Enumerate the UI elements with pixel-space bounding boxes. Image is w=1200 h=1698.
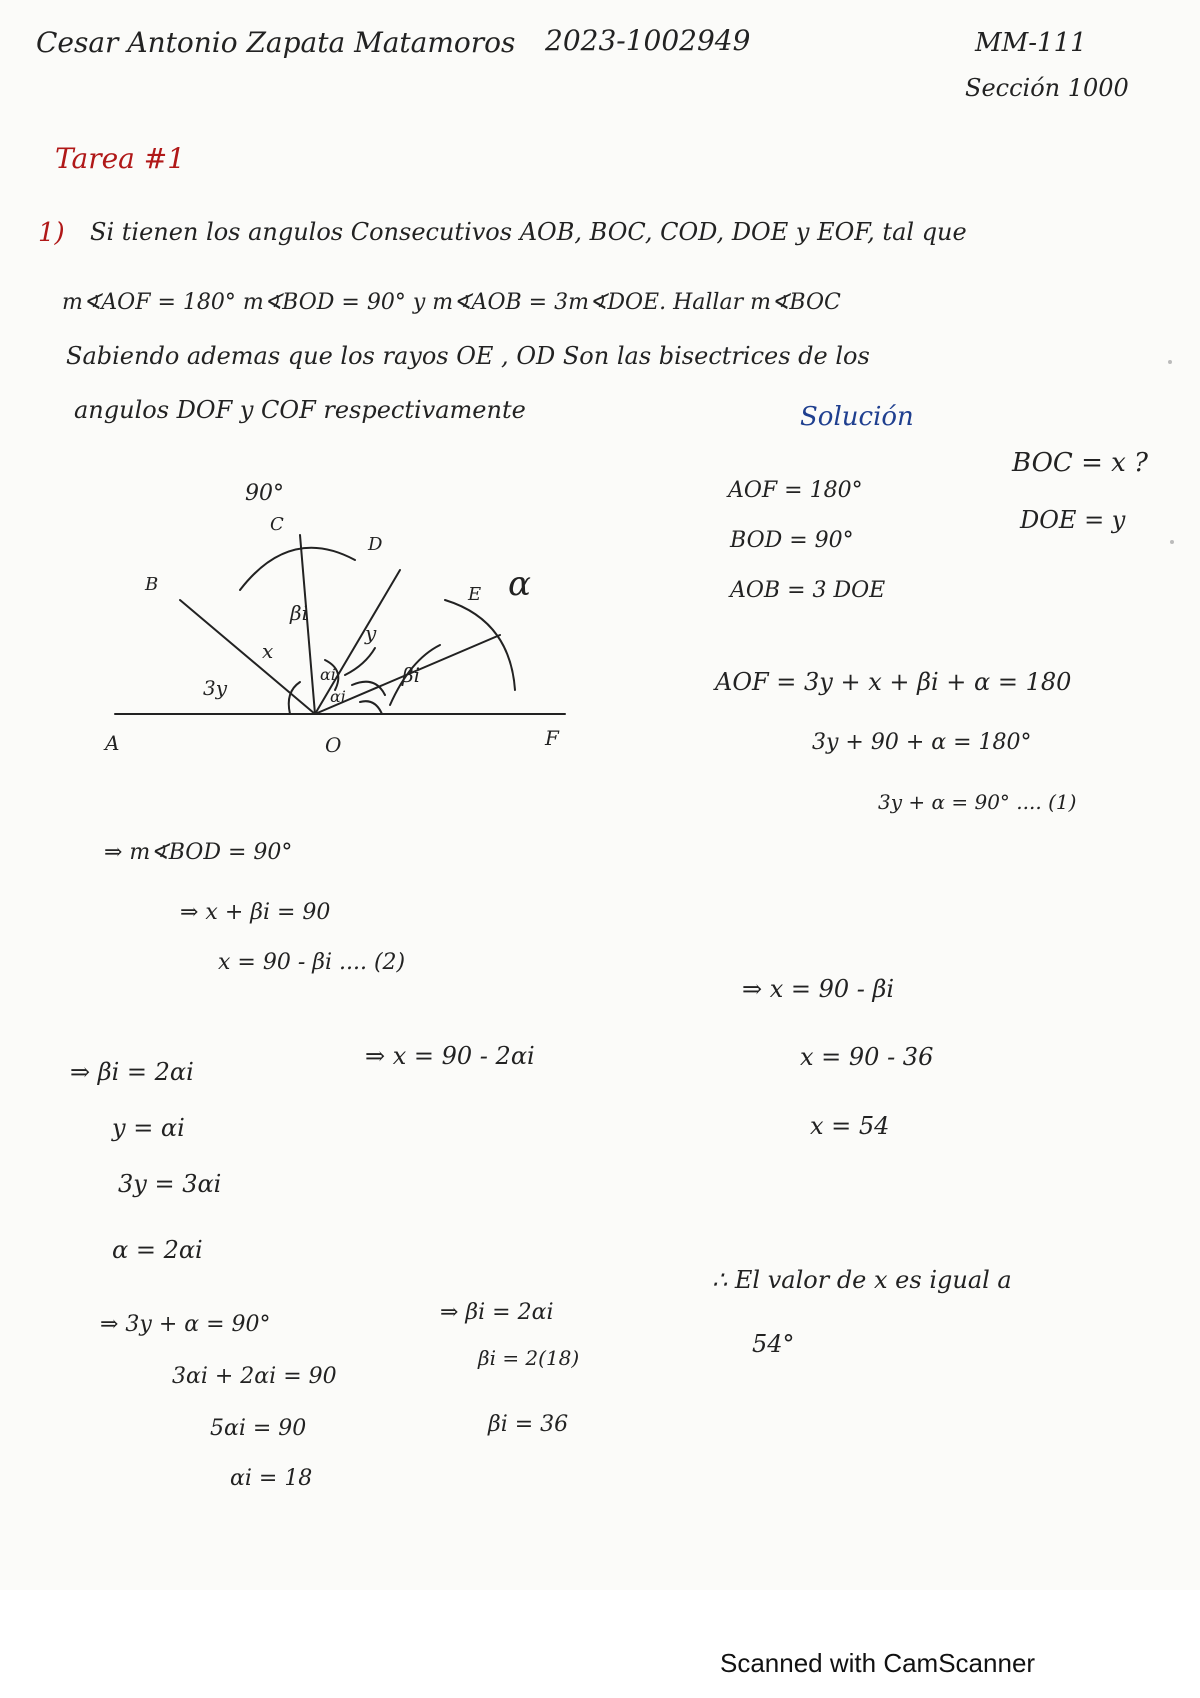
alpha-i-label-1: αi xyxy=(320,665,336,684)
three-y-label: 3y xyxy=(203,676,228,700)
eq-bod-3: x = 90 - βi .... (2) xyxy=(218,950,406,975)
ray-od xyxy=(315,570,400,714)
problem-number: 1) xyxy=(38,218,65,248)
student-id: 2023-1002949 xyxy=(545,24,751,57)
given-aob: AOB = 3 DOE xyxy=(730,578,886,603)
eq-right-3: x = 54 xyxy=(810,1112,890,1140)
eq-sum-1: ⇒ 3y + α = 90° xyxy=(100,1312,271,1337)
eq-betai-3: βi = 36 xyxy=(488,1412,569,1437)
eq-sum-3: 5αi = 90 xyxy=(210,1416,307,1441)
point-o-label: O xyxy=(325,733,342,757)
eq-aof-3: 3y + α = 90° .... (1) xyxy=(878,790,1077,814)
arc-90 xyxy=(240,548,355,590)
given-aof: AOF = 180° xyxy=(728,478,863,503)
eq-betai-1: ⇒ βi = 2αi xyxy=(440,1300,554,1325)
problem-line-2: m∢AOF = 180° m∢BOD = 90° y m∢AOB = 3m∢DOE. Hallar m∢BOC xyxy=(62,290,841,315)
eq-beta-4: α = 2αi xyxy=(112,1236,203,1264)
scan-speck xyxy=(1168,360,1172,364)
given-bod: BOD = 90° xyxy=(730,528,854,553)
problem-line-4: angulos DOF y COF respectivamente xyxy=(74,396,526,424)
point-f-label: F xyxy=(545,726,559,750)
eq-aof-1: AOF = 3y + x + βi + α = 180 xyxy=(715,668,1072,696)
given-boc: BOC = x ? xyxy=(1012,448,1148,478)
student-name: Cesar Antonio Zapata Matamoros xyxy=(36,26,516,59)
eq-betai-2: βi = 2(18) xyxy=(478,1346,580,1370)
section-label: Sección 1000 xyxy=(965,74,1129,102)
scanner-watermark: Scanned with CamScanner xyxy=(720,1648,1036,1678)
eq-sum-4: αi = 18 xyxy=(230,1466,313,1491)
problem-line-1: Si tienen los angulos Consecutivos AOB, BOC, COD, DOE y EOF, tal que xyxy=(90,218,967,246)
beta-i-label: βi xyxy=(290,601,308,625)
eq-beta-3: 3y = 3αi xyxy=(118,1170,222,1198)
eq-sum-2: 3αi + 2αi = 90 xyxy=(172,1364,337,1389)
eq-bod-2: ⇒ x + βi = 90 xyxy=(180,900,331,925)
eq-right-2: x = 90 - 36 xyxy=(800,1043,934,1071)
assignment-title: Tarea #1 xyxy=(55,142,186,175)
arc-y xyxy=(345,648,375,675)
point-a-label: A xyxy=(105,731,120,755)
conclusion-line-1: ∴ El valor de x es igual a xyxy=(712,1266,1012,1294)
arc-alpha xyxy=(445,600,515,690)
conclusion-line-2: 54° xyxy=(752,1330,795,1358)
eq-aof-2: 3y + 90 + α = 180° xyxy=(812,730,1032,755)
y-label: y xyxy=(365,621,377,645)
arc-3y xyxy=(289,682,300,714)
beta-i-right-label: βi xyxy=(402,663,420,687)
solution-label: Solución xyxy=(800,402,914,432)
point-b-label: B xyxy=(145,574,159,595)
point-c-label: C xyxy=(270,514,284,535)
eq-beta-2: y = αi xyxy=(112,1114,185,1142)
alpha-label: α xyxy=(508,564,531,604)
point-d-label: D xyxy=(368,534,383,555)
angle-90-label: 90° xyxy=(245,481,284,506)
point-e-label: E xyxy=(468,584,482,605)
course-code: MM-111 xyxy=(975,28,1087,58)
scan-speck xyxy=(1170,540,1174,544)
arc-alpha-i xyxy=(352,682,385,695)
eq-right-1: ⇒ x = 90 - βi xyxy=(742,975,895,1003)
angle-diagram xyxy=(90,470,610,760)
x-label: x xyxy=(262,639,274,663)
eq-bod-1: ⇒ m∢BOD = 90° xyxy=(104,840,293,865)
problem-line-3: Sabiendo ademas que los rayos OE , OD Son las bisectrices de los xyxy=(66,342,870,370)
eq-beta-1: ⇒ βi = 2αi xyxy=(70,1058,194,1086)
eq-x-alpha: ⇒ x = 90 - 2αi xyxy=(365,1042,535,1070)
alpha-i-label-2: αi xyxy=(330,687,346,706)
given-doe: DOE = y xyxy=(1020,506,1126,534)
arc-alpha-i-2 xyxy=(360,701,382,714)
